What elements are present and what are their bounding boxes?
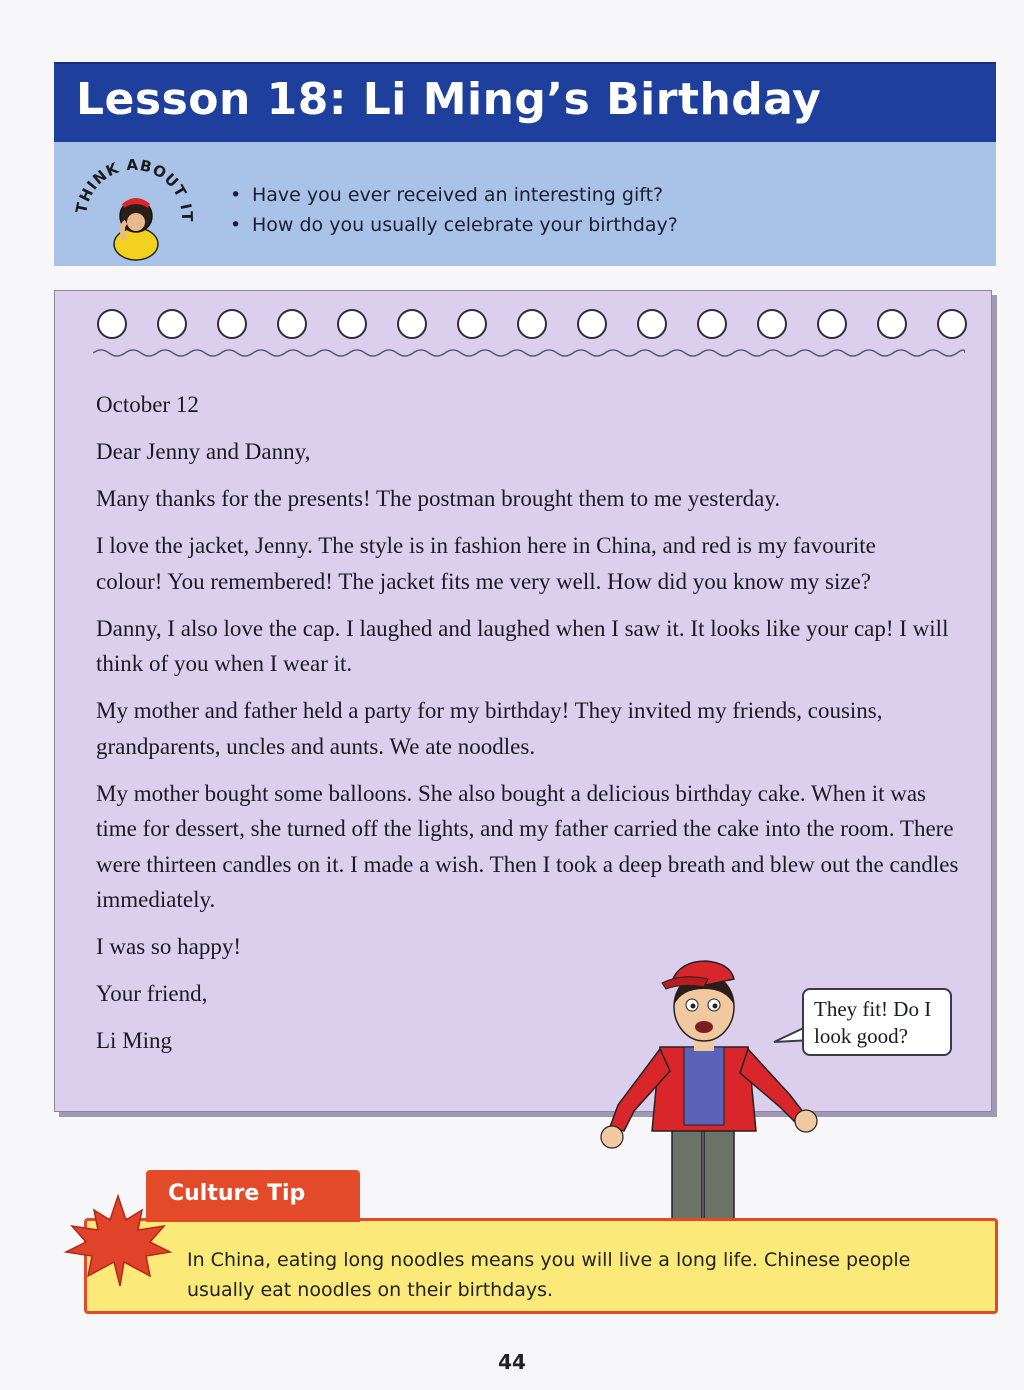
lesson-title: Lesson 18: Li Ming’s Birthday: [76, 74, 822, 125]
speech-bubble-line: look good?: [814, 1024, 908, 1048]
notepad-ring: [577, 309, 607, 339]
notepad-rings: [97, 309, 977, 341]
notepad-ring: [157, 309, 187, 339]
notepad-ring: [877, 309, 907, 339]
torn-edge-line: [93, 345, 965, 361]
think-question: • How do you usually celebrate your birthday?: [230, 214, 678, 236]
notepad-ring: [937, 309, 967, 339]
notepad-ring: [397, 309, 427, 339]
notepad-ring: [337, 309, 367, 339]
letter-paragraph: Many thanks for the presents! The postman brought them to me yesterday.: [96, 486, 781, 511]
page-number: 44: [498, 1350, 526, 1374]
letter-paragraph: I was so happy!: [96, 934, 241, 959]
letter-paragraph: My mother bought some balloons. She also bought a delicious birthday cake. When it was time for dessert, she turned off the lights, and my father carried the cake into the room. There were thirteen candles on it. I made a wish. Then I took a deep breath and blew out the candles immediately.: [96, 780, 959, 912]
think-question: • Have you ever received an interesting gift?: [230, 184, 664, 206]
culture-tip-text: In China, eating long noodles means you will live a long life. Chinese people usually eat noodles on their birthdays.: [187, 1249, 911, 1301]
letter-closing: Your friend,: [96, 981, 208, 1006]
think-about-it-logo: [64, 152, 204, 262]
li-ming-illustration: [590, 955, 830, 1220]
notepad-ring: [457, 309, 487, 339]
letter-paragraph: My mother and father held a party for my birthday! They invited my friends, cousins, grandparents, uncles and aunts. We ate noodles.: [96, 698, 883, 759]
culture-tip-label: [146, 1170, 360, 1222]
think-about-it-section: [54, 142, 996, 266]
speech-bubble-line: They fit! Do I: [814, 997, 932, 1021]
notepad-ring: [517, 309, 547, 339]
letter-greeting: Dear Jenny and Danny,: [96, 439, 311, 464]
letter-signature: Li Ming: [96, 1028, 173, 1053]
culture-tip-label-text: Culture Tip: [168, 1181, 306, 1206]
notepad-ring: [277, 309, 307, 339]
notepad-ring: [217, 309, 247, 339]
think-about-it-questions: [230, 180, 678, 240]
culture-tip-box: [84, 1218, 998, 1314]
notepad-ring: [637, 309, 667, 339]
maple-leaf-icon: [58, 1190, 178, 1290]
notepad-ring: [97, 309, 127, 339]
letter-paragraph: I love the jacket, Jenny. The style is in fashion here in China, and red is my favourite colour! You remembered! The jacket fits me very well. How did you know my size?: [96, 533, 876, 594]
notepad-ring: [697, 309, 727, 339]
lesson-title-bar: [54, 62, 996, 142]
letter-paragraph: Danny, I also love the cap. I laughed and laughed when I saw it. It looks like your cap! I will think of you when I wear it.: [96, 615, 949, 676]
letter-date: October 12: [96, 392, 199, 417]
speech-bubble: [802, 988, 952, 1056]
think-about-it-logo-text: THINK ABOUT IT: [72, 155, 197, 223]
notepad-ring: [817, 309, 847, 339]
letter-text: [96, 387, 976, 1070]
notepad-ring: [757, 309, 787, 339]
